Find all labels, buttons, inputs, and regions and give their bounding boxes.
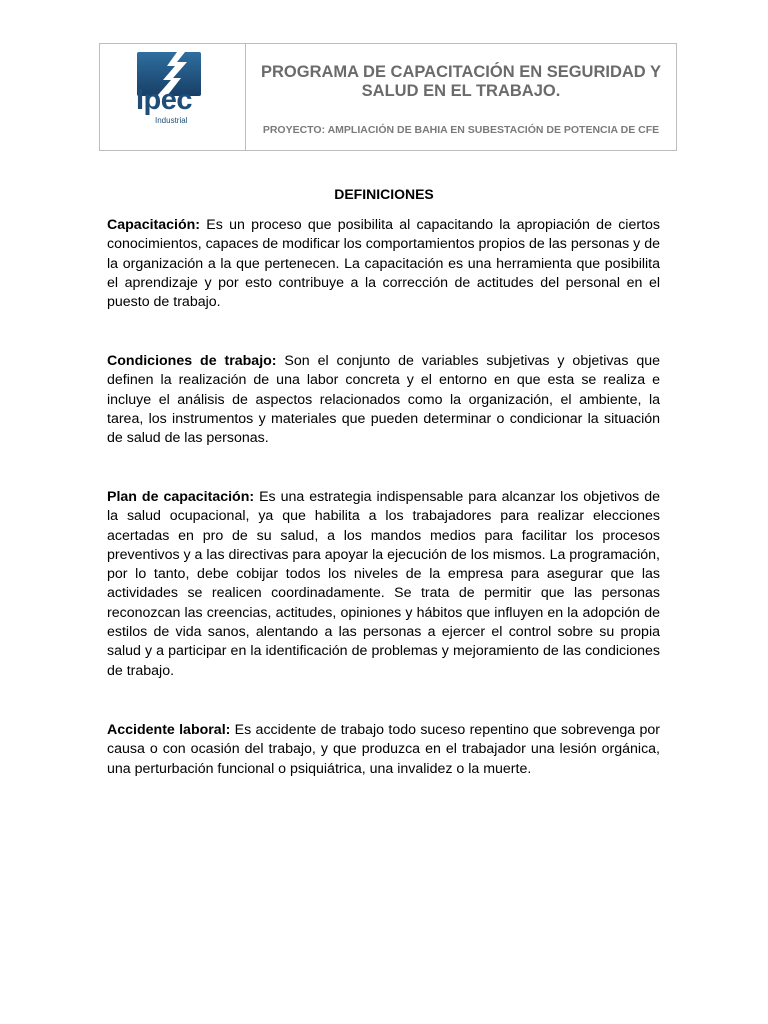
definition-paragraph <box>107 352 660 448</box>
section-heading: DEFINICIONES <box>334 186 434 202</box>
project-title: PROYECTO: AMPLIACIÓN DE BAHIA EN SUBESTACIÓN DE POTENCIA DE CFE <box>262 124 660 136</box>
logo-wordmark: Ipec <box>136 84 193 116</box>
definition-term: Capacitación: <box>107 217 201 233</box>
definition-text: Es un proceso que posibilita al capacitando la apropiación de ciertos conocimientos, capaces de modificar los comportamientos propios de las personas y de la organización a la que pertenecen. La capacitación es una herramienta que posibilita el aprendizaje y por esto contribuye a la corrección de actitudes del personal en el puesto de trabajo. <box>107 217 660 311</box>
header-title-cell <box>246 44 676 150</box>
definition-text: Es una estrategia indispensable para alcanzar los objetivos de la salud ocupacional, ya que habilita a los trabajadores para realizar elecciones acertadas en pro de su salud, a los mandos medios para facilitar los procesos preventivos y a las directivas para apoyar la ejecución de los mismos. La programación, por lo tanto, debe cobijar todos los niveles de la empresa para asegurar que las actividades se realicen coordinadamente. Se trata de permitir que las personas reconozcan las creencias, actitudes, opiniones y hábitos que influyen en la adopción de estilos de vida sanos, alentando a las personas a ejercer el control sobre su propia salud y a participar en la identificación de problemas y mejoramiento de las condiciones de trabajo. <box>107 489 661 679</box>
definition-text: Son el conjunto de variables subjetivas y objetivas que definen la realización de una labor concreta y el entorno en que esta se realiza e incluye el análisis de aspectos relacionados como la organización, el ambiente, la tarea, los instrumentos y materiales que pueden determinar o condicionar la situación de salud de las personas. <box>107 353 660 447</box>
definition-term: Plan de capacitación: <box>107 489 255 505</box>
definition-text: Es accidente de trabajo todo suceso repentino que sobrevenga por causa o con ocasión del trabajo, y que produzca en el trabajador una lesión orgánica, una perturbación funcional o psiquiátrica, una invalidez o la muerte. <box>107 722 660 777</box>
definition-paragraph <box>107 488 660 681</box>
logo-subtitle: Industrial <box>155 116 188 125</box>
definition-term: Condiciones de trabajo: <box>107 353 277 369</box>
program-title: PROGRAMA DE CAPACITACIÓN EN SEGURIDAD Y SALUD EN EL TRABAJO. <box>261 63 661 100</box>
definition-paragraph <box>107 216 660 312</box>
page-header <box>99 43 677 151</box>
company-logo <box>100 44 246 150</box>
definition-term: Accidente laboral: <box>107 722 231 738</box>
definition-paragraph <box>107 721 660 779</box>
